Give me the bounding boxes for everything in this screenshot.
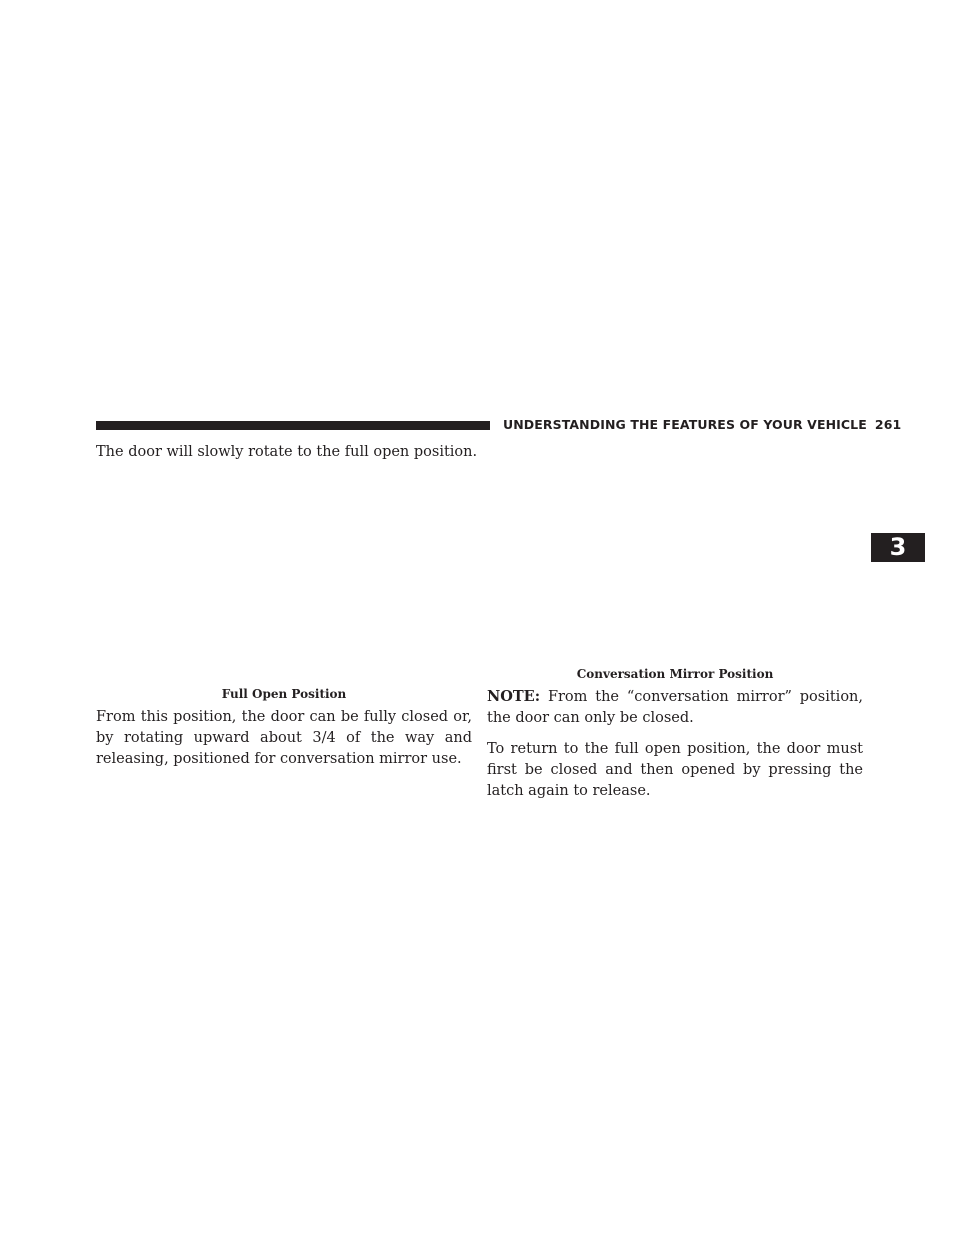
chapter-tab: 3: [871, 533, 925, 562]
section-title: UNDERSTANDING THE FEATURES OF YOUR VEHICLE: [503, 417, 867, 432]
note-label: NOTE:: [487, 688, 541, 705]
note-paragraph: [487, 686, 863, 729]
figure-caption-conversation-mirror: Conversation Mirror Position: [576, 667, 774, 681]
note-text: From the “conversation mirror” position, the door can only be closed.: [487, 689, 863, 726]
running-header: [503, 417, 901, 432]
header-rule: [96, 421, 490, 430]
right-paragraph: To return to the full open position, the door must first be closed and then opened by pressing the latch again to release.: [487, 741, 863, 799]
figure-caption-full-open: Full Open Position: [221, 687, 347, 701]
intro-text: The door will slowly rotate to the full open position.: [96, 444, 478, 460]
page-number: 261: [874, 417, 902, 432]
right-body: [487, 686, 863, 802]
left-paragraph: From this position, the door can be fully closed or, by rotating upward about 3/4 of the way and releasing, positioned for conversation mirror use.: [96, 709, 472, 767]
left-body: [96, 707, 472, 770]
